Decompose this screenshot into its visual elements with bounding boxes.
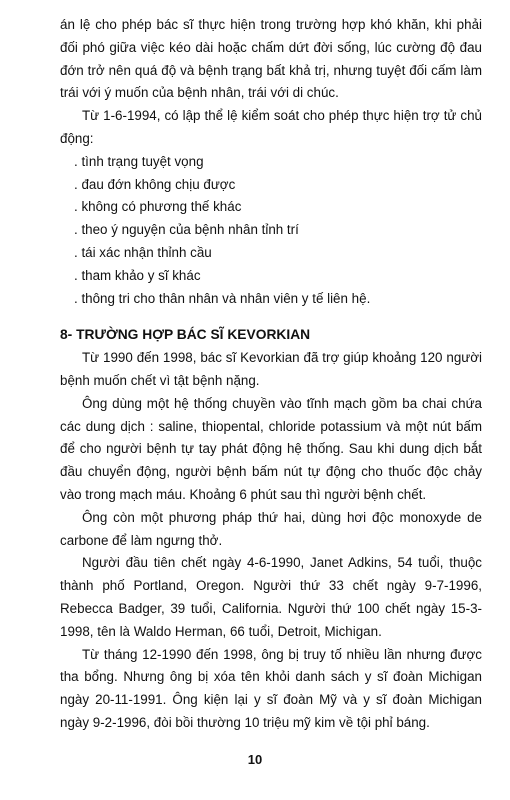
list-item: . không có phương thế khác: [74, 199, 242, 215]
list-item: . tình trạng tuyệt vọng: [74, 153, 204, 169]
paragraph: Từ 1-6-1994, có lập thể lệ kiểm soát cho phép thực hiện trợ tử chủ động:: [60, 108, 482, 146]
list-item: . theo ý nguyện của bệnh nhân tỉnh trí: [74, 222, 299, 238]
page-body: [60, 14, 482, 735]
paragraph: Người đầu tiên chết ngày 4-6-1990, Janet Adkins, 54 tuổi, thuộc thành phố Portland, Oregon. Người thứ 33 chết ngày 9-7-1996, Rebecca Badger, 39 tuổi, California. Người thứ 100 chết ngày 15-3-1998, tên là Waldo Herman, 66 tuổi, Detroit, Michigan.: [60, 555, 482, 639]
paragraph: Từ tháng 12-1990 đến 1998, ông bị truy tố nhiều lần nhưng được tha bổng. Nhưng ông bị xóa tên khỏi danh sách y sĩ đoàn Michigan ngày 20-11-1991. Ông kiện lại y sĩ đoàn Mỹ và y sĩ đoàn Michigan ngày 9-2-1996, đòi bồi thường 10 triệu mỹ kim về tội phỉ báng.: [60, 646, 482, 730]
page-number: 10: [247, 752, 263, 767]
conditions-list: [60, 151, 482, 311]
list-item: . tham khảo y sĩ khác: [74, 267, 201, 283]
section-heading: 8- TRƯỜNG HỢP BÁC SĨ KEVORKIAN: [60, 327, 311, 343]
list-item: . tái xác nhận thỉnh cầu: [74, 244, 212, 260]
paragraph: Từ 1990 đến 1998, bác sĩ Kevorkian đã trợ giúp khoảng 120 người bệnh muốn chết vì tật bệnh nặng.: [60, 350, 482, 388]
paragraph: Ông còn một phương pháp thứ hai, dùng hơi độc monoxyde de carbone để làm ngưng thở.: [60, 509, 482, 548]
paragraph: Ông dùng một hệ thống chuyền vào tĩnh mạch gồm ba chai chứa các dung dịch : saline, thiopental, chloride potassium và một nút bấm để cho người bệnh tự tay phát động hệ thống. Sau khi dung dịch bắt đầu chuyển động, người bệnh bấm nút tự động cho thuốc độc chảy vào trong mạch máu. Khoảng 6 phút sau thì người bệnh chết.: [60, 395, 482, 502]
list-item: . thông tri cho thân nhân và nhân viên y tế liên hệ.: [74, 290, 371, 306]
list-item: . đau đớn không chịu được: [74, 176, 236, 192]
paragraph: án lệ cho phép bác sĩ thực hiện trong trường hợp khó khăn, khi phải đối phó giữa việc kéo dài hoặc chấm dứt đời sống, lúc cường độ đau đớn trở nên quá độ và bệnh trạng bất khả trị, nhưng tuyệt đối cấm làm trái với ý muốn của bệnh nhân, trái với di chúc.: [60, 17, 482, 101]
